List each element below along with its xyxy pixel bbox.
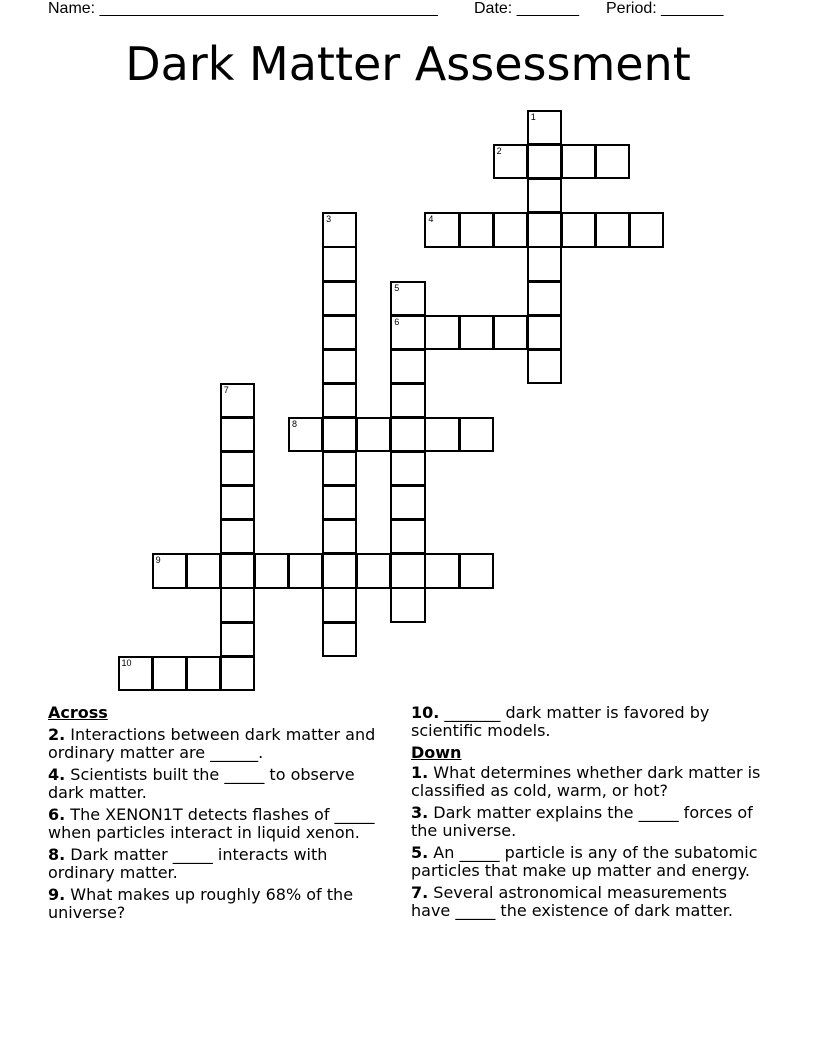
across-clue [48,886,393,922]
clue-text: Dark matter _____ interacts with ordinary matter. [48,845,328,882]
crossword-cell[interactable] [459,212,494,247]
clue-number: 9. [48,885,66,904]
cell-number: 6 [394,316,400,327]
crossword-cell[interactable] [220,622,255,657]
across-clue [48,766,393,802]
crossword-cell[interactable] [527,246,562,281]
crossword-cell[interactable] [322,451,357,486]
name-field-label: Name: ______________________________________ [48,0,438,17]
clue-number: 8. [48,845,66,864]
crossword-cell[interactable] [595,212,630,247]
crossword-cell[interactable] [390,417,425,452]
crossword-cell[interactable] [493,315,528,350]
cell-number: 7 [223,384,229,395]
crossword-cell[interactable] [424,315,459,350]
crossword-cell[interactable] [322,281,357,316]
across-clue [411,704,771,740]
crossword-cell[interactable] [220,519,255,554]
crossword-cell[interactable] [459,315,494,350]
crossword-cell[interactable] [118,656,153,691]
crossword-cell[interactable] [527,212,562,247]
crossword-cell[interactable] [527,144,562,179]
cell-number: 3 [326,214,332,225]
clue-text: What makes up roughly 68% of the universe? [48,885,354,922]
page-title: Dark Matter Assessment [125,37,691,91]
crossword-cell[interactable] [322,485,357,520]
crossword-cell[interactable] [561,212,596,247]
cell-number: 10 [121,657,132,668]
clues-left-column [48,704,393,926]
clue-text: Several astronomical measurements have _____ the existence of dark matter. [411,883,733,920]
crossword-cell[interactable] [390,451,425,486]
across-clue [48,806,393,842]
clue-number: 7. [411,883,429,902]
clue-number: 5. [411,843,429,862]
across-clue [48,846,393,882]
down-heading: Down [411,743,462,762]
clue-number: 3. [411,803,429,822]
clue-text: What determines whether dark matter is classified as cold, warm, or hot? [411,763,761,800]
crossword-cell[interactable] [220,553,255,588]
clue-number: 6. [48,805,66,824]
crossword-cell[interactable] [561,144,596,179]
date-field-label: Date: _______ [474,0,579,17]
crossword-cell[interactable] [424,553,459,588]
down-clue [411,884,771,920]
crossword-cell[interactable] [390,281,425,316]
crossword-cell[interactable] [322,587,357,622]
across-heading: Across [48,703,108,722]
cell-number: 9 [155,555,161,566]
clue-text: Interactions between dark matter and ordinary matter are ______. [48,725,376,762]
clue-text: An _____ particle is any of the subatomic particles that make up matter and energy. [411,843,758,880]
crossword-cell[interactable] [322,519,357,554]
crossword-cell[interactable] [220,417,255,452]
clue-number: 4. [48,765,66,784]
crossword-cell[interactable] [493,144,528,179]
down-clue [411,844,771,880]
crossword-cell[interactable] [220,485,255,520]
crossword-cell[interactable] [220,451,255,486]
crossword-cell[interactable] [629,212,664,247]
clue-text: Scientists built the _____ to observe dark matter. [48,765,355,802]
crossword-cell[interactable] [527,315,562,350]
clues-right-column [411,704,771,924]
crossword-cell[interactable] [220,656,255,691]
down-clue [411,804,771,840]
crossword-cell[interactable] [527,110,562,145]
clue-text: Dark matter explains the _____ forces of the universe. [411,803,753,840]
cell-number: 2 [496,146,502,157]
crossword-cell[interactable] [459,417,494,452]
crossword-cell[interactable] [186,553,221,588]
down-clue [411,764,771,800]
crossword-cell[interactable] [322,246,357,281]
clue-number: 2. [48,725,66,744]
crossword-cell[interactable] [527,178,562,213]
crossword-cell[interactable] [186,656,221,691]
crossword-cell[interactable] [322,383,357,418]
crossword-cell[interactable] [220,383,255,418]
crossword-cell[interactable] [322,553,357,588]
crossword-cell[interactable] [288,417,323,452]
crossword-cell[interactable] [390,383,425,418]
crossword-cell[interactable] [356,553,391,588]
crossword-cell[interactable] [493,212,528,247]
crossword-cell[interactable] [390,587,425,622]
clue-number: 10. [411,703,440,722]
crossword-cell[interactable] [356,417,391,452]
crossword-cell[interactable] [322,212,357,247]
clue-text: _______ dark matter is favored by scientific models. [411,703,710,740]
crossword-cell[interactable] [322,622,357,657]
crossword-cell[interactable] [390,553,425,588]
crossword-cell[interactable] [322,315,357,350]
crossword-cell[interactable] [527,349,562,384]
crossword-cell[interactable] [527,281,562,316]
clue-text: The XENON1T detects flashes of _____ when particles interact in liquid xenon. [48,805,375,842]
crossword-cell[interactable] [322,349,357,384]
crossword-cell[interactable] [390,485,425,520]
crossword-cell[interactable] [322,417,357,452]
crossword-cell[interactable] [424,417,459,452]
cell-number: 1 [530,112,536,122]
crossword-cell[interactable] [390,315,425,350]
crossword-cell[interactable] [390,349,425,384]
period-field-label: Period: _______ [606,0,724,17]
crossword-cell[interactable] [424,212,459,247]
crossword-cell[interactable] [220,587,255,622]
crossword-cell[interactable] [459,553,494,588]
crossword-cell[interactable] [595,144,630,179]
cell-number: 8 [292,418,298,429]
crossword-cell[interactable] [152,656,187,691]
cell-number: 5 [394,282,400,293]
crossword-cell[interactable] [254,553,289,588]
crossword-cell[interactable] [288,553,323,588]
clue-number: 1. [411,763,429,782]
crossword-cell[interactable] [152,553,187,588]
crossword-cell[interactable] [390,519,425,554]
cell-number: 4 [428,214,434,225]
across-clue [48,726,393,762]
